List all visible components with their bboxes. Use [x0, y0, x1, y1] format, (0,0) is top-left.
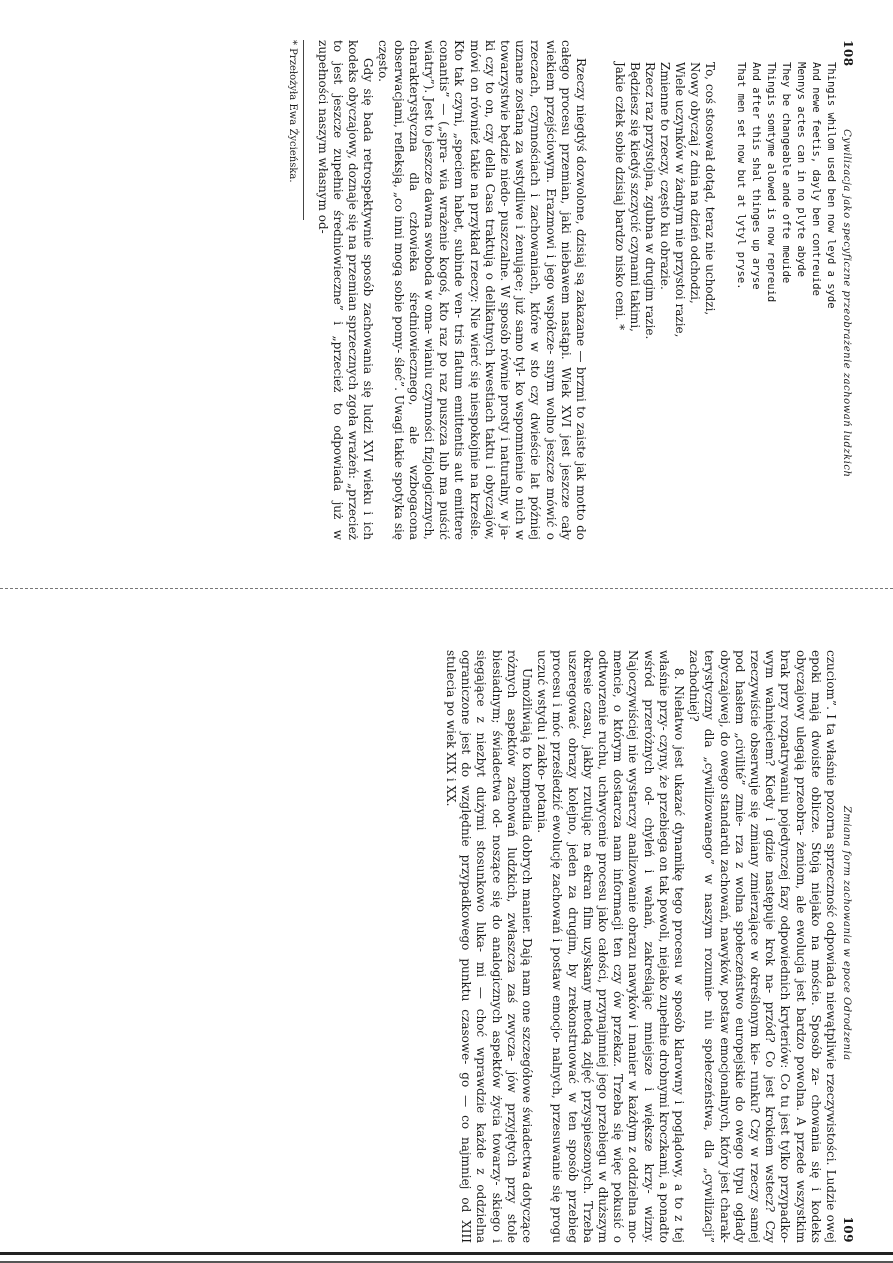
translation-line: Będziesz się kiedyś szczycić czynami takimi,	[628, 62, 642, 332]
poem-line: That men set now but at lytyl pryse.	[735, 62, 747, 290]
body-paragraph: czuciom”. I ta właśnie pozorna sprzeczność odpowiada niewątpliwie rzeczywistości. Ludzie owej epoki mają dwoiste oblicze. Stoją niejako na moście. Sposób za- chowania się i kodeks obyczajowy ulegają przeobra- żeniom, ale ewolucja jest bardzo powolna. A przede wszystkim brak przy rozpatrywaniu pojedynczej fazy odpowiednich kryteriów: Co tu jest tylko przypadko- wym wahnięciem? Kiedy i gdzie następuje krok na- przód? Co jest krokiem wstecz? Czy rzeczywiście obserwuje się zmiany zmierzające w określonym kie- runku? Czy w rzeczy samej pod hasłem „civilité” zmie- rza z wolna społeczeństwo europejskie do owego typu ogłady obyczajowej, do owego standardu zachowań, nawyków, postaw emocjonalnych, który jest charak- terystyczny dla „cywilizowanego” w naszym rozumie- niu społeczeństwa, dla „cywilizacji” zachodniej?	[687, 650, 838, 1243]
right-page-number: 109	[841, 1216, 855, 1243]
poem-translation	[612, 62, 717, 540]
body-paragraph: Gdy się bada retrospektywnie sposób zachowania się ludzi XVI wieku i ich kodeks obyczajowy, doznaje się na przemian sprzecznych zgoła wrażeń: „przecież to jest jeszcze zupełnie średniowieczne” i „przecież to odpowiada już w zupełności naszym własnym od-	[315, 40, 376, 540]
translation-line: Nowy obyczaj z dnia na dzień odchodzi,	[688, 62, 702, 304]
poem-line: Thingis somtyme alowed is now repreuid	[765, 62, 777, 303]
body-paragraph: Umożliwiają to kompendia dobrych manier. Dają nam one szczegółowe świadectwa dotyczące różnych aspektów zachowań ludzkich, zwłaszcza zaś zwycza- jów przyjętych przy stole biesiadnym; świadectwa od- noszące się do analogicznych aspektów życia towarzy- skiego i sięgające z niezbyt dużymi stosunkowo luka- mi — choć wprawdzie każde z oddzielna ograniczone jest do względnie przypadkowego punktu czasowe- go — co najmniej od XIII stulecia po wiek XIX i XX.	[443, 650, 534, 1243]
poem-line: And after this shal thinges up aryse	[750, 62, 762, 290]
translation-line: Wiele uczynków w żadnym nie przystoi razie,	[673, 62, 687, 338]
right-running-title: Zmiana form zachowania w epoce Odrodzenia	[841, 805, 852, 1061]
left-running-head	[841, 40, 855, 540]
middle-english-poem	[733, 62, 838, 540]
poem-line: And newe feetis, dayly ben contreuide	[810, 62, 822, 296]
right-running-head	[841, 650, 855, 1243]
page-edge-shadow	[0, 1252, 893, 1255]
translation-line: Rzecz raz przystojna, zgubna w drugim razie.	[643, 62, 657, 340]
right-page	[0, 620, 893, 1263]
fold-line	[0, 588, 893, 589]
body-paragraph: 8. Niełatwo jest ukazać dynamikę tego procesu w sposób klarowny i poglądowy, a to z tej właśnie przy- czyny, że przebiega on tak powoli, niejako zupełnie drobnymi kroczkami, a ponadto wśród przeróżnych od- chyleń i wahań, zakreślając mniejsze i większe krzy- wizny. Najoczywiściej nie wystarczy analizowanie obrazu nawyków i manier w każdym z oddzielna mo- mencie, o którym dostarcza nam informacji ten czy ów przekaz. Trzeba się więc pokusić o odtworzenie ruchu, uchwycenie procesu jako całości, przynajmniej jego przebiegu w dłuższym okresie czasu, jakby rzutując na ekran film uzyskany metodą zdjęć przyspieszonych. Trzeba uszeregować obrazy kolejno, jeden za drugim, by zrekonstruować w ten sposób przebieg procesu i móc prześledzić ewolucję zachowań i postaw emocjo- nalnych, przesuwanie się progu uczuć wstydu i zakło- potania.	[535, 650, 686, 1243]
left-running-title: Cywilizacja jako specyficzne przeobrażenie zachowań ludzkich	[841, 129, 852, 478]
poem-line: Thingis whilom used ben now leyd a syde	[825, 62, 837, 309]
footnote: * Przełożyła Ewa Życieńska.	[287, 40, 299, 183]
page-gutter	[0, 560, 893, 620]
poem-line: They be changeable ande ofte meuide	[780, 62, 792, 284]
footnote-divider	[303, 40, 304, 220]
left-page-number: 108	[841, 40, 855, 67]
translation-line: Jakie człek sobie dzisiaj bardzo nisko ceni. *	[613, 62, 627, 331]
left-page	[0, 0, 893, 560]
translation-line: To, coś stosował dotąd, teraz nie uchodzi,	[703, 62, 717, 316]
translation-line: Zmienne to rzeczy, często ku obrazie.	[658, 62, 672, 290]
poem-line: Mennys actes can in no plyte abyde	[795, 62, 807, 277]
body-paragraph: Rzeczy niegdyś dozwolone, dzisiaj są zakazane — brzmi to zaiste jak motto do całego procesu przemian, jaki niebawem nastąpi. Wiek XVI jest jeszcze cały wiekiem przejściowym. Erazmowi i jego współcze- snym wolno jeszcze mówić o rzeczach, czynnościach i zachowaniach, które w sto czy dwieście lat później uznane zostaną za wstydliwe i żenujące; już samo tyl- ko wspomnienie o nich w towarzystwie będzie niedo- puszczalne. W sposób równie prosty i naturalny, w ja- ki czy to on, czy della Casa traktują o delikatnych kwestiach taktu i obyczajów, mówi on również takie na przykład rzeczy: Nie wierć się niespokojnie na krześle. Kto tak czyni, „speciem habet, subinde ven- tris flatum emittentis aut emittere conantis” — („spra- wia wrażenie kogoś, kto raz po raz puszcza lub ma puścić wiatry”). Jest to jeszcze dawna swoboda w oma- wianiu czynności fizjologicznych, charakterystyczna dla człowieka średniowiecznego, ale wzbogacona obserwacjami, refleksją, „co inni mogą sobie pomy- śleć”. Uwagi takie spotyka się często.	[376, 40, 588, 540]
